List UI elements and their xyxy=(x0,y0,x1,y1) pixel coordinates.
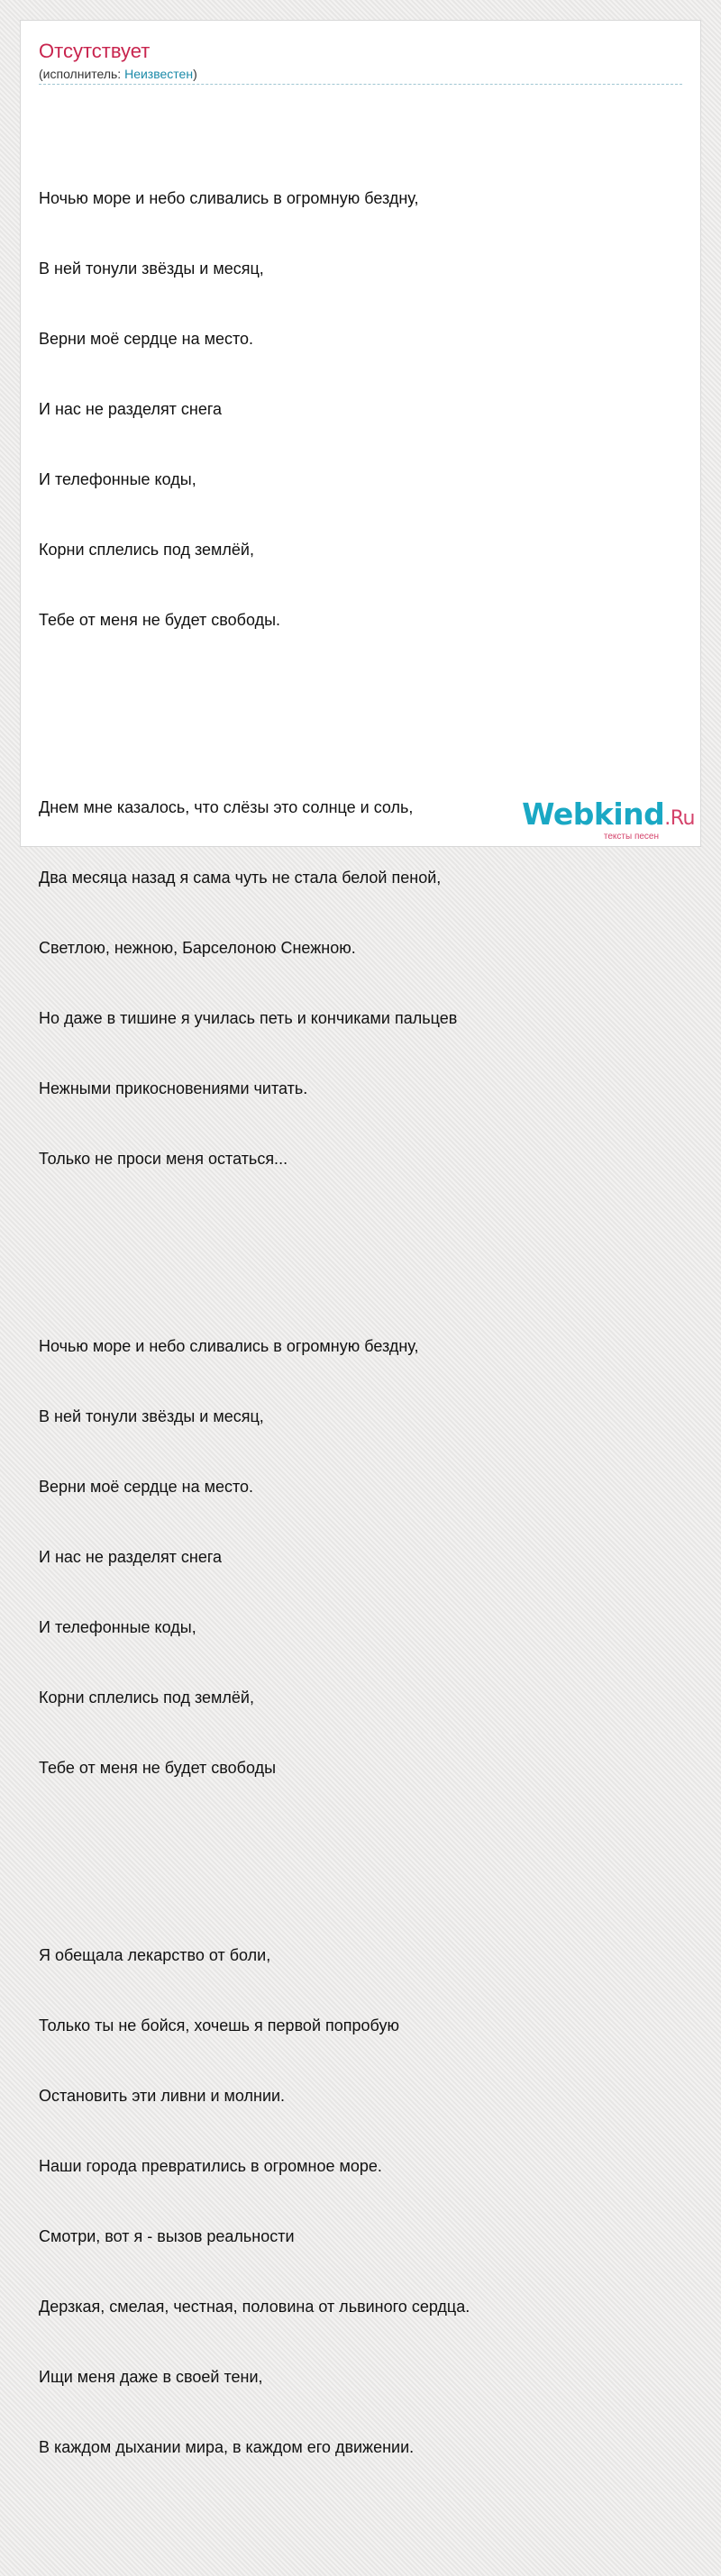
stanza xyxy=(39,1897,688,2506)
lyric-line: Корни сплелись под землёй, xyxy=(39,1689,254,1707)
lyric-line: Верни моё сердце на место. xyxy=(39,330,254,348)
lyric-line: Ищи меня даже в своей тени, xyxy=(39,2368,263,2386)
lyric-line: В каждом дыхании мира, в каждом его движении. xyxy=(39,2438,415,2456)
artist-prefix: (исполнитель: xyxy=(39,67,125,81)
logo-tagline: тексты песен xyxy=(603,832,659,842)
lyric-line: Ночью море и небо сливались в огромную бездну, xyxy=(39,1337,419,1355)
lyric-line: Ночью море и небо сливались в огромную бездну, xyxy=(39,189,419,207)
logo-wordmark xyxy=(522,798,695,835)
stanza xyxy=(39,140,688,678)
artist-suffix: ) xyxy=(193,67,197,81)
lyric-line: Но даже в тишине я училась петь и кончиками пальцев xyxy=(39,1009,458,1027)
stanza xyxy=(39,1288,688,1826)
lyric-line: Остановить эти ливни и молнии. xyxy=(39,2087,286,2105)
lyric-line: Нежными прикосновениями читать. xyxy=(39,1079,308,1097)
lyric-line: В ней тонули звёзды и месяц, xyxy=(39,259,264,278)
artist-link[interactable]: Неизвестен xyxy=(124,67,194,81)
lyric-line: Я обещала лекарство от боли, xyxy=(39,1946,271,1964)
lyric-line: Только не проси меня остаться... xyxy=(39,1150,288,1168)
lyric-line: Верни моё сердце на место. xyxy=(39,1478,254,1496)
lyric-line: И нас не разделят снега xyxy=(39,1548,223,1566)
lyric-line: И нас не разделят снега xyxy=(39,400,223,418)
logo-suffix: .Ru xyxy=(664,807,695,830)
lyric-line: Смотри, вот я - вызов реальности xyxy=(39,2227,295,2245)
lyric-line: Днем мне казалось, что слёзы это солнце и соль, xyxy=(39,798,414,816)
lyric-line: Светлою, нежною, Барселоною Снежною. xyxy=(39,939,356,957)
site-logo[interactable] xyxy=(522,798,695,842)
lyric-line: И телефонные коды, xyxy=(39,470,196,488)
lyric-line: В ней тонули звёзды и месяц, xyxy=(39,1407,264,1425)
lyric-line: Только ты не бойся, хочешь я первой попробую xyxy=(39,2016,399,2034)
lyric-line: И телефонные коды, xyxy=(39,1618,196,1636)
artist-line xyxy=(39,66,197,82)
lyric-line: Наши города превратились в огромное море. xyxy=(39,2157,382,2175)
lyric-line: Корни сплелись под землёй, xyxy=(39,541,254,559)
song-title: Отсутствует xyxy=(39,40,151,62)
lyrics-body xyxy=(39,93,688,2576)
lyric-line: Два месяца назад я сама чуть не стала белой пеной, xyxy=(39,869,442,887)
lyric-line: Дерзкая, смелая, честная, половина от львиного сердца. xyxy=(39,2298,470,2316)
logo-main-text: Webkind xyxy=(522,796,665,832)
lyric-line: Тебе от меня не будет свободы. xyxy=(39,611,281,629)
lyric-line: Тебе от меня не будет свободы xyxy=(39,1759,277,1777)
header-divider xyxy=(39,84,682,85)
lyrics-card xyxy=(20,20,701,2456)
